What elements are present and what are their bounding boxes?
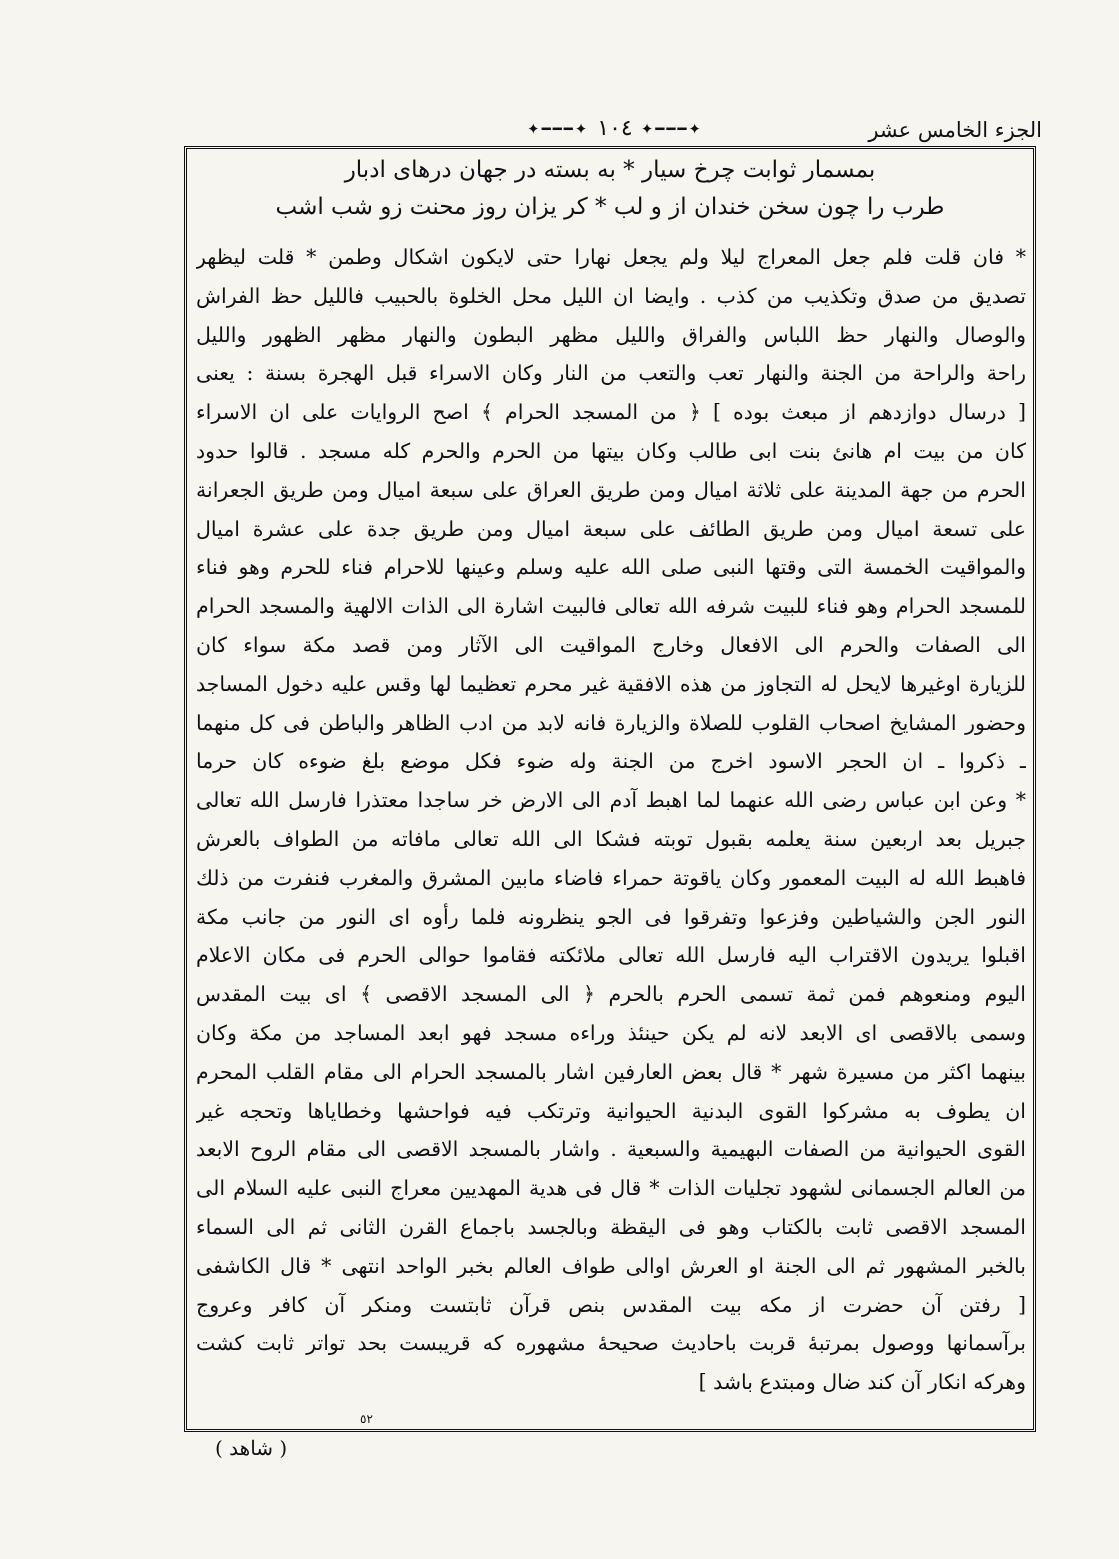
signature-mark: ٥٢ (360, 1412, 373, 1426)
text-line: وسمى بالاقصى اى الابعد لانه لم يكن حينئذ وراءه مسجد فهو ابعد المساجد من مكة وكان (196, 1020, 1026, 1045)
text-line: بينهما اكثر من مسيرة شهر * قال بعض العارفين اشار بالمسجد الحرام الى مقام القلب المحرم (196, 1059, 1026, 1084)
catchword: ( شاهد ) (215, 1436, 288, 1460)
text-line: اقبلوا يريدون الاقتراب اليه فارسل الله تعالى ملائكته فقاموا حوالى الحرم فى مكان الاعلام (196, 943, 1026, 968)
text-line: كان من بيت ام هانئ بنت ابى طالب وكان بيتها من الحرم والحرم كله مسجد . قالوا حدود (196, 438, 1026, 463)
ornament-left-icon: ✦━━━✦ (640, 120, 703, 138)
text-line: والوصال والنهار حظ اللباس والفراق والليل مظهر البطون والنهار مظهر الظهور والليل (196, 322, 1026, 347)
verse-line: طرب را چون سخن خندان از و لب * کر یزان روز محنت زو شب اشب (275, 194, 945, 220)
text-line: اليوم ومنعوهم فمن ثمة تسمى الحرم بالحرم ﴿ الى المسجد الاقصى ﴾ اى بيت المقدس (196, 982, 1026, 1007)
text-line: وحضور المشايخ اصحاب القلوب للصلاة والزيارة فانه لابد من ادب الظاهر والباطن فى كل منهما (196, 710, 1026, 735)
text-line: للمسجد الحرام وهو فناء للبيت شرفه الله تعالى فالبيت اشارة الى الذات الالهية والمسجد الحرام (196, 594, 1026, 619)
part-title: الجزء الخامس عشر (868, 118, 1042, 142)
text-line: الحرم من جهة المدينة على ثلاثة اميال ومن طريق العراق على سبعة اميال ومن طريق الجعرانة (196, 477, 1026, 502)
text-line: فاهبط الله له البيت المعمور وكان ياقوتة حمراء فاضاء مابين المشرق والمغرب فنفرت من ذلك (196, 865, 1026, 890)
text-line: برآسمانها ووصول بمرتبهٔ قربت باحاديث صحيحهٔ مشهوره كه قريبست بحد تواتر ثابت كشت (196, 1331, 1026, 1356)
text-line: للزيارة اوغيرها لايحل له التجاوز من هذه الافقية غير محرم تعظيما لها وقس عليه دخول المساجد (196, 671, 1026, 696)
text-line: بالخبر المشهور ثم الى الجنة او العرش اوالى طواف العالم بخبر الواحد انتهى * قال الكاشفى (196, 1253, 1026, 1278)
verse-line: بمسمار ثوابت چرخ سيار * به بسته در جهان درهای ادبار (344, 157, 876, 183)
text-line: وهركه انكار آن كند ضال ومبتدع باشد ] (698, 1370, 1026, 1395)
text-line: على تسعة اميال ومن طريق الطائف على سبعة اميال ومن طريق جدة على عشرة اميال (196, 516, 1026, 541)
text-line: ـ ذكروا ـ ان الحجر الاسود اخرج من الجنة وله ضوء فكل موضع بلغ ضوءه كان حرما (196, 749, 1026, 774)
verses (200, 152, 1020, 226)
page-number: ١٠٤ (597, 116, 633, 141)
text-line: النور الجن والشياطين وفزعوا وتفرقوا فى الجو ينظرونه فلما رأوه اى النور من جانب مكة (196, 904, 1026, 929)
text-line: ان يطوف به مشركوا القوى البدنية الحيوانية وترتكب فيه فواحشها وخطاياها وتحجه غير (196, 1098, 1026, 1123)
page-number-block (180, 116, 1050, 141)
text-line: القوى الحيوانية من الصفات البهيمية والسبعية . واشار بالمسجد الاقصى الى مقام الروح الابعد (196, 1137, 1026, 1162)
body-text (196, 238, 1026, 1402)
text-line: * فان قلت فلم جعل المعراج ليلا ولم يجعل نهارا حتى لايكون اشكال وطمن * قلت ليظهر (196, 245, 1026, 269)
text-line: من العالم الجسمانى لشهود تجليات الذات * قال فى هدية المهديين معراج النبى عليه السلام الى (196, 1176, 1026, 1201)
text-line: الى الصفات والحرم الى الافعال وخارج المواقيت الى الآثار ومن قصد مكة سواء كان (196, 632, 1026, 657)
text-line: والمواقيت الخمسة التى وقتها النبى صلى الله عليه وسلم وعينها للاحرام فناء للحرم وهو فناء (196, 555, 1026, 580)
text-line: جبريل بعد اربعين سنة يعلمه بقبول توبته فشكا الى الله تعالى مافاته من الطواف بالعرش (196, 826, 1026, 851)
text-line: [ درسال دوازدهم از مبعث بوده ] ﴿ من المسجد الحرام ﴾ اصح الروايات على ان الاسراء (196, 400, 1026, 425)
text-line: المسجد الاقصى ثابت بالكتاب وهو فى اليقظة وبالجسد باجماع القرن الثانى ثم الى السماء (196, 1214, 1026, 1239)
text-line: [ رفتن آن حضرت از مكه بيت المقدس بنص قرآن ثابتست ومنكر آن كافر وعروج (196, 1292, 1026, 1317)
text-line: تصديق من صدق وتكذيب من كذب . وايضا ان الليل محل الخلوة بالحبيب فالليل حظ الفراش (196, 283, 1026, 308)
ornament-right-icon: ✦━━━✦ (527, 120, 590, 138)
page-header (180, 112, 1050, 146)
text-line: راحة والراحة من الجنة والنهار تعب والتعب من النار وكان الاسراء قبل الهجرة بسنة : يعنى (196, 361, 1026, 386)
text-line: * وعن ابن عباس رضى الله عنهما لما اهبط آدم الى الارض خر ساجدا معتذرا فارسل الله تعالى (196, 788, 1026, 813)
